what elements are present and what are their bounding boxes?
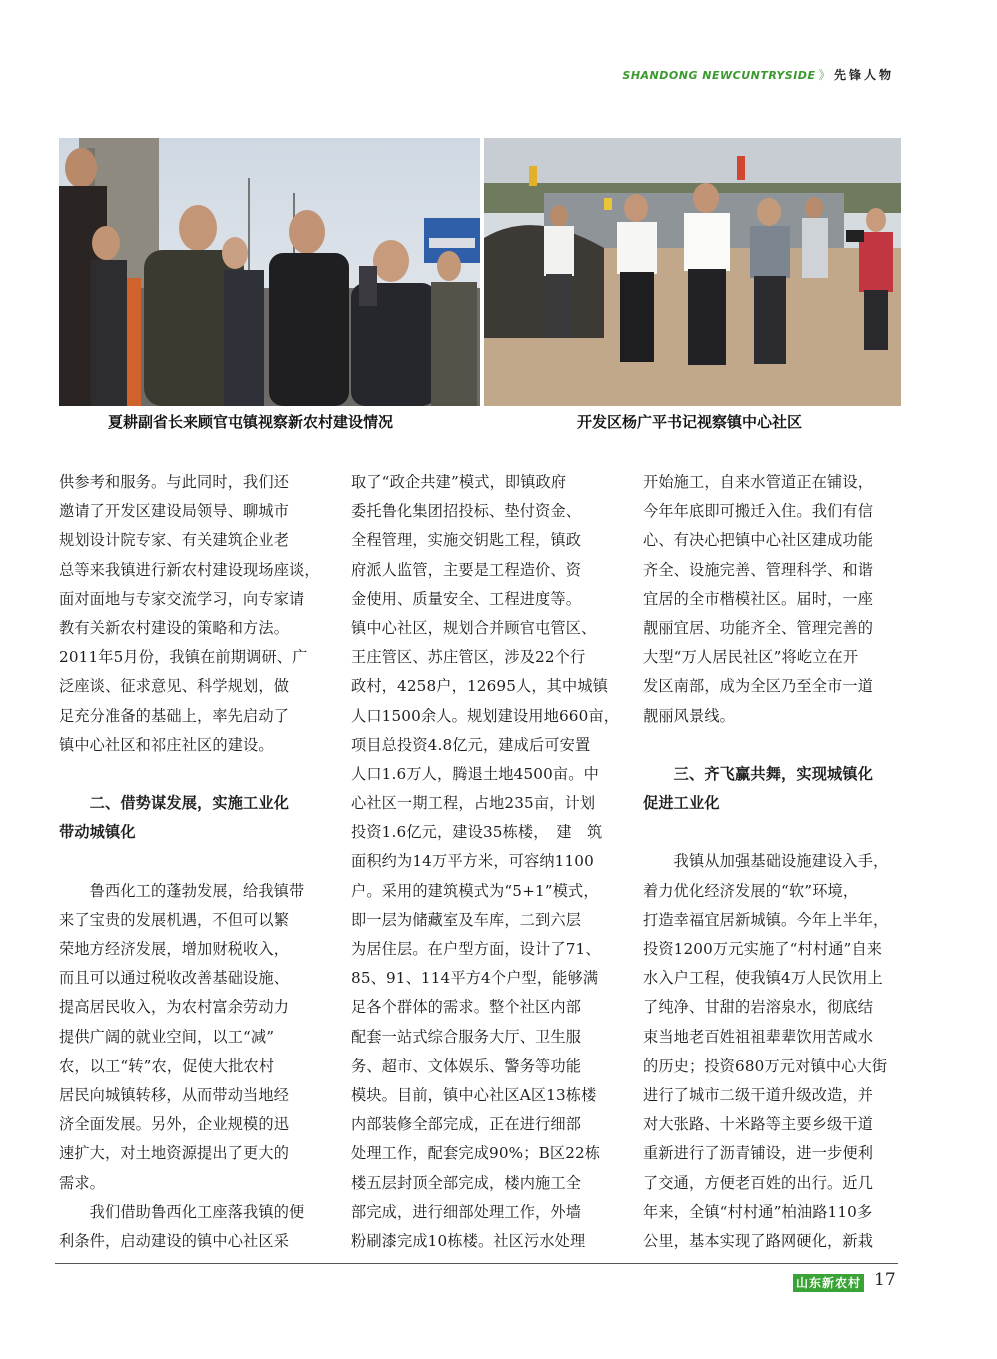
body-text-line: 教有关新农村建设的策略和方法。 (59, 618, 290, 637)
body-text-line: 投资1.6亿元，建设35栋楼， 建 筑 (351, 823, 603, 842)
body-text-line: 取了“政企共建”模式，即镇政府 (351, 473, 567, 491)
body-text-line: 内部装修全部完成，正在进行细部 (351, 1115, 582, 1134)
body-text-line: 2011年5月份，我镇在前期调研、广 (59, 648, 308, 667)
article-column-1 (59, 468, 321, 1256)
footer-divider (55, 1263, 898, 1264)
body-text-line: 粉刷漆完成10栋楼。社区污水处理 (351, 1231, 586, 1250)
body-text-line: 开始施工，自来水管道正在铺设， (643, 473, 874, 491)
header-magazine-en: SHANDONG NEWCUNTRYSIDE (622, 69, 816, 82)
running-header (622, 66, 894, 83)
body-text-line: 鲁西化工的蓬勃发展，给我镇带 (59, 881, 305, 900)
body-text-line: 水入户工程，使我镇4万人民饮用上 (643, 969, 883, 988)
body-text-line: 85、91、114平方4个户型，能够满 (351, 969, 599, 988)
section-heading-line: 三、齐飞赢共舞，实现城镇化 (643, 764, 874, 783)
body-text-line: 提供广阔的就业空间，以工“减” (59, 1027, 275, 1046)
paragraph-spacer (59, 847, 321, 876)
body-text-line: 居民向城镇转移，从而带动当地经 (59, 1085, 290, 1104)
body-text-line: 打造幸福宜居新城镇。今年上半年， (643, 910, 889, 929)
paragraph-spacer (643, 731, 905, 760)
body-text-line: 规划设计院专家、有关建筑企业老 (59, 531, 290, 550)
body-text-line: 靓丽宜居、功能齐全、管理完善的 (643, 618, 874, 637)
body-text-line: 邀请了开发区建设局领导、聊城市 (59, 502, 290, 521)
body-text-line: 心、有决心把镇中心社区建成功能 (643, 531, 874, 550)
body-text-line: 足各个群体的需求。整个社区内部 (351, 998, 582, 1017)
body-text-line: 王庄管区、苏庄管区，涉及22个行 (351, 648, 586, 667)
photo-caption-1: 夏耕副省长来顾官屯镇视察新农村建设情况 (108, 413, 394, 431)
body-text-line: 项目总投资4.8亿元，建成后可安置 (351, 735, 591, 754)
body-text-line: 需求。 (59, 1173, 106, 1192)
photo-caption-2: 开发区杨广平书记视察镇中心社区 (577, 413, 803, 431)
body-text-line: 着力优化经济发展的“软”环境， (643, 881, 859, 900)
page-number: 17 (874, 1270, 896, 1290)
body-text-line: 处理工作，配套完成90%；B区22栋 (351, 1144, 601, 1163)
body-text-line: 济全面发展。另外，企业规模的迅 (59, 1115, 290, 1134)
body-text-line: 总等来我镇进行新农村建设现场座谈， (59, 560, 320, 579)
body-text-line: 了纯净、甘甜的岩溶泉水，彻底结 (643, 998, 874, 1017)
body-text-line: 镇中心社区，规划合并顾官屯管区、 (351, 618, 597, 637)
body-text-line: 金使用、质量安全、工程进度等。 (351, 589, 582, 608)
body-text-line: 足充分准备的基础上，率先启动了 (59, 706, 290, 725)
body-text-line: 宜居的全市楷模社区。届时，一座 (643, 589, 874, 608)
body-text-line: 部完成，进行细部处理工作，外墙 (351, 1202, 582, 1221)
body-text-line: 面积约为14万平方米，可容纳1100 (351, 852, 594, 871)
body-text-line: 委托鲁化集团招投标、垫付资金、 (351, 502, 582, 521)
magazine-logo: 山东新农村 (793, 1274, 864, 1292)
body-text-line: 利条件，启动建设的镇中心社区采 (59, 1231, 290, 1250)
body-text-line: 我镇从加强基础设施建设入手， (643, 852, 889, 871)
body-text-line: 了交通，方便老百姓的出行。近几 (643, 1173, 874, 1192)
section-heading-line: 二、借势谋发展，实施工业化 (59, 794, 290, 813)
photo-party-secretary-inspection (484, 138, 901, 406)
body-text-line: 的历史；投资680万元对镇中心大街 (643, 1056, 888, 1075)
body-text-line: 模块。目前，镇中心社区A区13栋楼 (351, 1085, 597, 1104)
body-text-line: 务、超市、文体娱乐、警务等功能 (351, 1056, 582, 1075)
body-text-line: 面对面地与专家交流学习，向专家请 (59, 589, 305, 608)
body-text-line: 年来，全镇“村村通”柏油路110多 (643, 1202, 873, 1221)
body-text-line: 而且可以通过税收改善基础设施、 (59, 969, 290, 988)
body-text-line: 公里，基本实现了路网硬化，新栽 (643, 1231, 874, 1250)
body-text-line: 户。采用的建筑模式为“5+1”模式， (351, 881, 599, 900)
article-column-3 (643, 468, 905, 1256)
body-text-line: 人口1.6万人，腾退土地4500亩。中 (351, 764, 599, 783)
header-arrow-icon: 》 (818, 68, 831, 82)
body-text-line: 镇中心社区和祁庄社区的建设。 (59, 735, 274, 754)
body-text-line: 我们借助鲁西化工座落我镇的便 (59, 1202, 305, 1221)
body-text-line: 供参考和服务。与此同时，我们还 (59, 473, 290, 491)
header-section-title: 先锋人物 (833, 68, 894, 82)
body-text-line: 齐全、设施完善、管理科学、和谐 (643, 560, 874, 579)
body-text-line: 今年年底即可搬迁入住。我们有信 (643, 502, 874, 521)
body-text-line: 对大张路、十米路等主要乡级干道 (643, 1115, 874, 1134)
section-heading-line: 促进工业化 (643, 794, 720, 813)
photo-vice-governor-inspection (59, 138, 480, 406)
body-text-line: 政村，4258户，12695人，其中城镇 (351, 677, 609, 696)
body-text-line: 靓丽风景线。 (643, 706, 736, 725)
body-text-line: 人口1500余人。规划建设用地660亩， (351, 706, 620, 725)
body-text-line: 速扩大，对土地资源提出了更大的 (59, 1144, 290, 1163)
body-text-line: 束当地老百姓祖祖辈辈饮用苦咸水 (643, 1027, 874, 1046)
paragraph-spacer (643, 818, 905, 847)
body-text-line: 农，以工“转”农，促使大批农村 (59, 1056, 275, 1075)
body-text-line: 即一层为储藏室及车库，二到六层 (351, 910, 582, 929)
body-text-line: 全程管理，实施交钥匙工程，镇政 (351, 531, 582, 550)
body-text-line: 楼五层封顶全部完成，楼内施工全 (351, 1173, 582, 1192)
body-text-line: 投资1200万元实施了“村村通”自来 (643, 940, 883, 958)
body-text-line: 进行了城市二级干道升级改造，并 (643, 1085, 874, 1104)
body-text-line: 府派人监管，主要是工程造价、资 (351, 560, 582, 579)
body-text-line: 为居住层。在户型方面，设计了71、 (351, 940, 601, 958)
body-text-line: 发区南部，成为全区乃至全市一道 (643, 677, 874, 696)
body-text-line: 大型“万人居民社区”将屹立在开 (643, 648, 859, 667)
body-text-line: 来了宝贵的发展机遇，不但可以繁 (59, 910, 290, 929)
body-text-line: 荣地方经济发展，增加财税收入， (59, 940, 290, 958)
body-text-line: 重新进行了沥青铺设，进一步便利 (643, 1144, 874, 1163)
body-text-line: 泛座谈、征求意见、科学规划，做 (59, 677, 290, 696)
article-column-2 (351, 468, 620, 1256)
section-heading-line: 带动城镇化 (59, 823, 136, 842)
paragraph-spacer (59, 760, 321, 789)
body-text-line: 提高居民收入，为农村富余劳动力 (59, 998, 290, 1017)
body-text-line: 配套一站式综合服务大厅、卫生服 (351, 1027, 582, 1046)
body-text-line: 心社区一期工程，占地235亩，计划 (351, 794, 596, 813)
